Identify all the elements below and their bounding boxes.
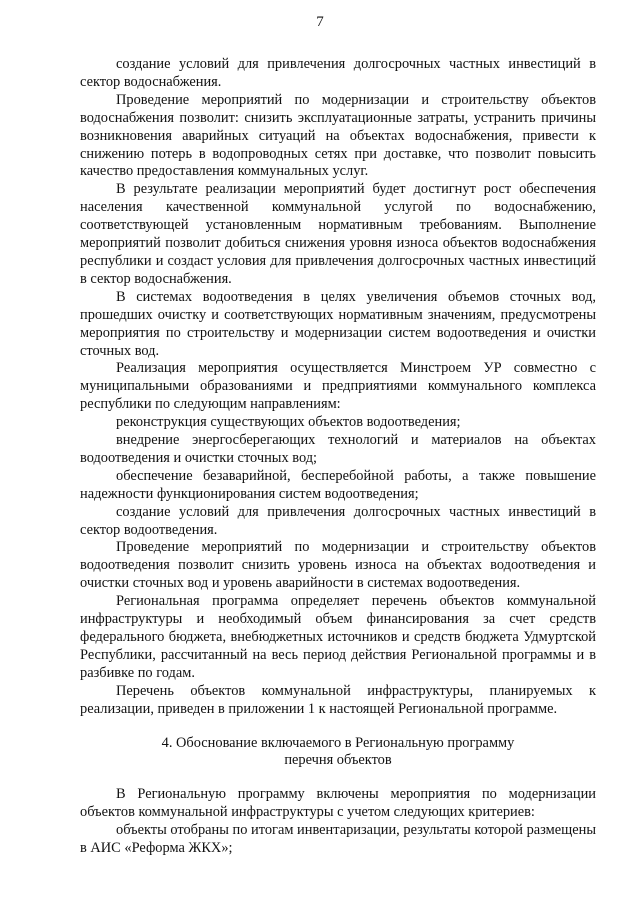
document-body bbox=[80, 56, 596, 858]
list-item: создание условий для привлечения долгосрочных частных инвестиций в сектор водоотведения. bbox=[80, 503, 596, 538]
list-item: обеспечение безаварийной, бесперебойной работы, а также повышение надежности функционирования систем водоотведения; bbox=[80, 467, 596, 502]
list-item: объекты отобраны по итогам инвентаризации, результаты которой размещены в АИС «Реформа ЖКХ»; bbox=[80, 822, 596, 857]
paragraph: Проведение мероприятий по модернизации и строительству объектов водоотведения позволит снизить уровень износа на объектах водоотведения и очистки сточных вод и уровень аварийности в системах водоотведения. bbox=[80, 539, 596, 592]
section-heading-line: перечня объектов bbox=[284, 752, 392, 769]
section-heading bbox=[80, 735, 596, 771]
paragraph: В результате реализации мероприятий будет достигнут рост обеспечения населения качественной коммунальной услугой по водоснабжению, соответствующей установленным нормативным требованиям. Выполнение мероприятий позволит добиться снижения уровня износа объектов водоснабжения республики и создаст условия для привлечения долгосрочных частных инвестиций в сектор водоснабжения. bbox=[80, 181, 596, 287]
paragraph: В Региональную программу включены мероприятия по модернизации объектов коммунальной инфраструктуры с учетом следующих критериев: bbox=[80, 786, 596, 821]
paragraph: В системах водоотведения в целях увеличения объемов сточных вод, прошедших очистку и соответствующих нормативным значениям, предусмотрены мероприятия по строительству и модернизации систем водоотведения и очистки сточных вод. bbox=[80, 288, 596, 359]
list-item: внедрение энергосберегающих технологий и материалов на объектах водоотведения и очистки сточных вод; bbox=[80, 432, 596, 466]
section-heading-line: 4. Обоснование включаемого в Региональную программу bbox=[161, 734, 515, 751]
paragraph: Перечень объектов коммунальной инфраструктуры, планируемых к реализации, приведен в приложении 1 к настоящей Региональной программе. bbox=[80, 682, 596, 717]
paragraph: Реализация мероприятия осуществляется Минстроем УР совместно с муниципальными образованиями и предприятиями коммунального комплекса республики по следующим направлениям: bbox=[80, 360, 596, 413]
paragraph: создание условий для привлечения долгосрочных частных инвестиций в сектор водоснабжения. bbox=[80, 56, 596, 90]
list-item: реконструкция существующих объектов водоотведения; bbox=[116, 414, 461, 431]
paragraph: Региональная программа определяет перечень объектов коммунальной инфраструктуры и необходимый объем финансирования за счет средств федерального бюджета, внебюджетных источников и средств бюджета Удмуртской Республики, рассчитанный на весь период действия Региональной программы и в разбивке по годам. bbox=[80, 593, 596, 681]
page-number: 7 bbox=[316, 14, 324, 30]
paragraph: Проведение мероприятий по модернизации и строительству объектов водоснабжения позволит: снизить эксплуатационные затраты, устранить причины возникновения аварийных ситуаций на объектах водоснабжения, привести к снижению потерь в водопроводных сетях при доставке, что позволит повысить качество предоставления коммунальных услуг. bbox=[80, 91, 596, 180]
